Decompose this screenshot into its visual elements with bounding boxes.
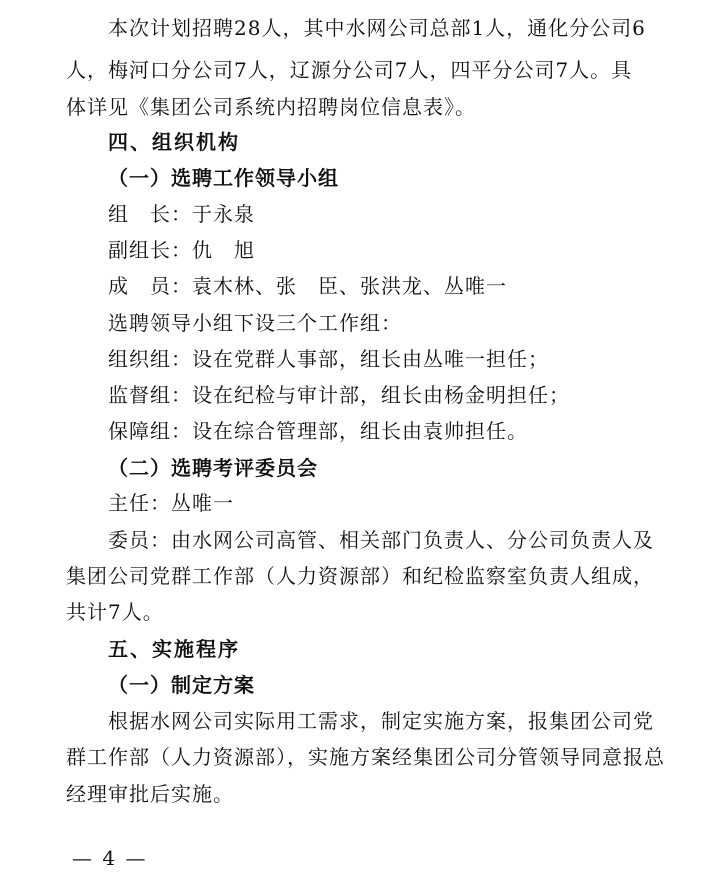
section-4-heading: 四、组织机构 [108,130,240,154]
organization-group-line: 组织组：设在党群人事部，组长由丛唯一担任； [108,347,549,371]
director-line: 主任：丛唯一 [108,491,234,515]
committee-line-3: 共计7人。 [66,600,164,624]
committee-line-1: 委员：由水网公司高管、相关部门负责人、分公司负责人及 [108,528,654,552]
procedure-line-3: 经理审批后实施。 [66,782,234,806]
intro-line-3: 体详见《集团公司系统内招聘岗位信息表》。 [66,95,476,119]
section-4-subheading-2: （二）选聘考评委员会 [108,456,318,480]
deputy-line: 副组长：仇 旭 [108,238,255,262]
page-number: — 4 — [72,846,148,870]
committee-line-2: 集团公司党群工作部（人力资源部）和纪检监察室负责人组成， [66,564,654,588]
intro-line-2: 人，梅河口分公司7人，辽源分公司7人，四平分公司7人。具 [66,58,633,82]
leader-line: 组 长：于永泉 [108,202,255,226]
support-group-line: 保障组：设在综合管理部，组长由袁帅担任。 [108,419,528,443]
groups-intro-line: 选聘领导小组下设三个工作组： [108,311,402,335]
section-5-subheading-1: （一）制定方案 [108,673,255,697]
section-5-heading: 五、实施程序 [108,637,240,661]
supervision-group-line: 监督组：设在纪检与审计部，组长由杨金明担任； [108,383,570,407]
section-4-subheading-1: （一）选聘工作领导小组 [108,166,339,190]
members-line: 成 员：袁木林、张 臣、张洪龙、丛唯一 [108,274,507,298]
procedure-line-1: 根据水网公司实际用工需求，制定实施方案，报集团公司党 [108,709,654,733]
intro-line-1: 本次计划招聘28人，其中水网公司总部1人，通化分公司6 [108,16,646,40]
procedure-line-2: 群工作部（人力资源部），实施方案经集团公司分管领导同意报总 [66,745,665,769]
